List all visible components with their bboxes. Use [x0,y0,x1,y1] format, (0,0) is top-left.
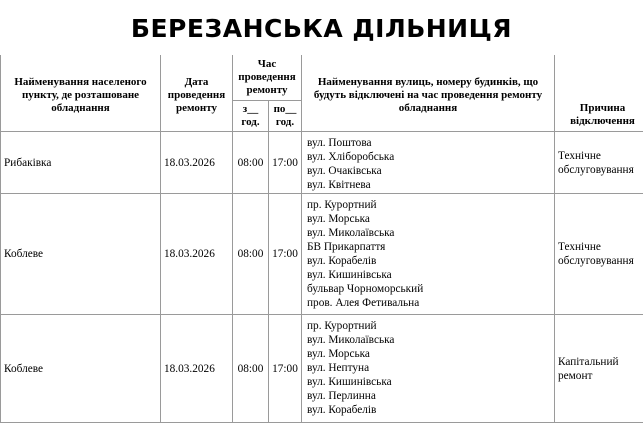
time-to-cell: 17:00 [269,315,302,423]
header-place: Найменування населеного пункту, де розташоване обладнання [1,55,161,132]
table-body [1,132,643,423]
header-time-to: по__ год. [269,101,302,132]
time-to-cell: 17:00 [269,132,302,194]
table-row [1,132,643,194]
street-item: вул. Морська [307,213,370,225]
streets-cell [302,194,555,315]
time-from-cell: 08:00 [233,315,269,423]
street-item: вул. Квітнева [307,179,371,191]
time-from-cell: 08:00 [233,194,269,315]
street-item: вул. Корабелів [307,255,377,267]
street-item: вул. Перлинна [307,390,376,402]
streets-cell [302,315,555,423]
street-item: вул. Кишинівська [307,269,392,281]
place-cell: Коблеве [1,315,161,423]
place-cell: Рибаківка [1,132,161,194]
street-item: вул. Нептуна [307,362,370,374]
outage-table [0,55,643,423]
street-item: вул. Хліборобська [307,151,395,163]
time-from-cell: 08:00 [233,132,269,194]
street-item: бульвар Чорноморський [307,283,424,295]
table-row [1,194,643,315]
street-item: БВ Прикарпаття [307,241,386,253]
page-title: БЕРЕЗАНСЬКА ДІЛЬНИЦЯ [130,14,513,43]
street-item: вул. Кишинівська [307,376,392,388]
table-row [1,315,643,423]
street-item: пров. Алея Фетивальна [307,297,420,309]
reason-cell: Технічне обслуговування [555,132,643,194]
street-item: пр. Курортний [307,320,377,332]
header-reason: Причина відключення [555,55,643,132]
place-cell: Коблеве [1,194,161,315]
header-time-from: з__ год. [233,101,269,132]
date-cell: 18.03.2026 [161,132,233,194]
header-date: Дата проведення ремонту [161,55,233,132]
street-item: вул. Поштова [307,137,372,149]
time-to-cell: 17:00 [269,194,302,315]
street-item: вул. Миколаївська [307,227,395,239]
reason-cell: Технічне обслуговування [555,194,643,315]
date-cell: 18.03.2026 [161,315,233,423]
street-item: вул. Миколаївська [307,334,395,346]
header-time: Час проведення ремонту [233,55,302,101]
street-item: вул. Очаківська [307,165,382,177]
streets-cell [302,132,555,194]
street-item: вул. Морська [307,348,370,360]
date-cell: 18.03.2026 [161,194,233,315]
street-item: пр. Курортний [307,199,377,211]
reason-cell: Капітальний ремонт [555,315,643,423]
street-item: вул. Корабелів [307,404,377,416]
header-streets: Найменування вулиць, номеру будинків, що будуть відключені на час проведення ремонту обладнання [302,55,555,132]
